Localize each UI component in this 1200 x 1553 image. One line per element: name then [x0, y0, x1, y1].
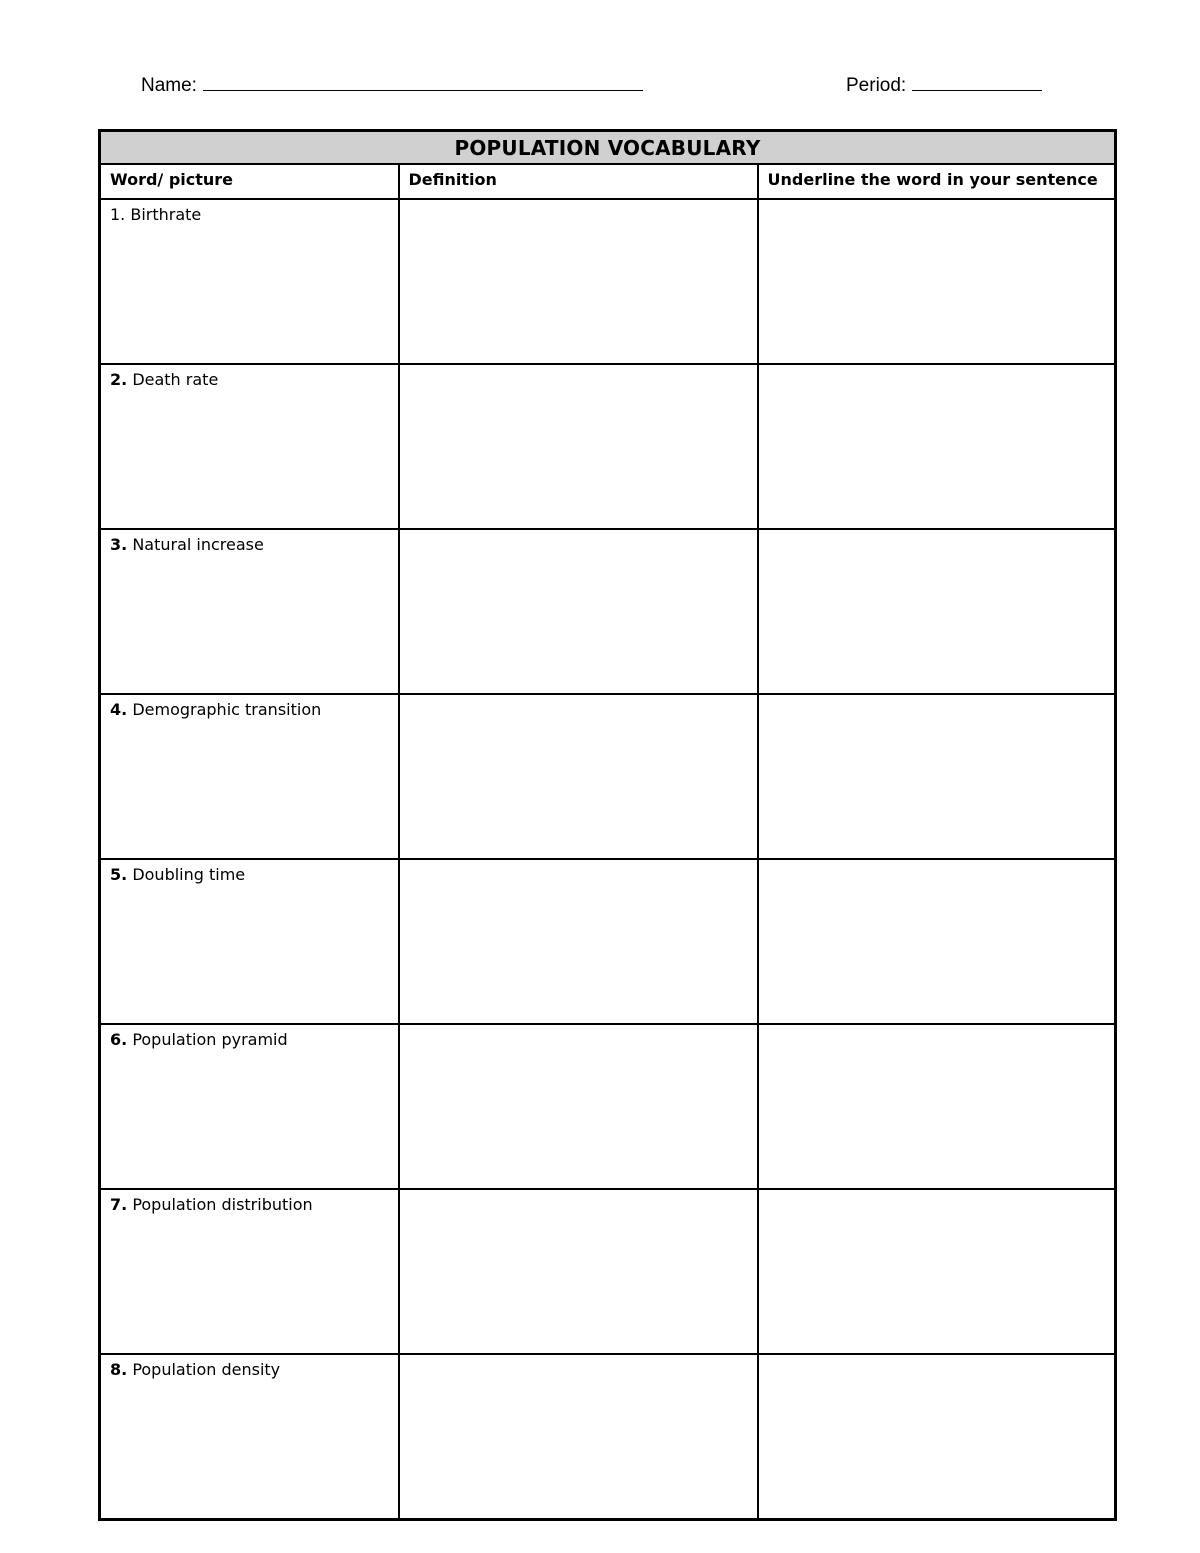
table-row [100, 1024, 1116, 1189]
vocab-word: Death rate [132, 370, 219, 389]
row-number: 3. [110, 535, 128, 554]
sentence-cell[interactable] [758, 199, 1116, 364]
definition-cell[interactable] [399, 859, 758, 1024]
word-cell [100, 199, 399, 364]
sentence-cell[interactable] [758, 1189, 1116, 1354]
table-row [100, 1354, 1116, 1520]
name-field[interactable] [141, 72, 643, 97]
vocab-word: Demographic transition [132, 700, 322, 719]
sentence-cell[interactable] [758, 529, 1116, 694]
word-cell [100, 1354, 399, 1520]
table-row [100, 1189, 1116, 1354]
definition-cell[interactable] [399, 1354, 758, 1520]
column-header-sentence: Underline the word in your sentence [758, 164, 1116, 199]
name-blank-line[interactable] [203, 72, 643, 91]
name-label: Name: [141, 75, 197, 96]
sentence-cell[interactable] [758, 364, 1116, 529]
row-number: 2. [110, 370, 128, 389]
sentence-cell[interactable] [758, 1354, 1116, 1520]
definition-cell[interactable] [399, 364, 758, 529]
vocab-word: Population distribution [132, 1195, 313, 1214]
column-header-definition: Definition [399, 164, 758, 199]
vocab-word: Birthrate [130, 205, 202, 224]
definition-cell[interactable] [399, 1189, 758, 1354]
column-header-word: Word/ picture [100, 164, 399, 199]
word-cell [100, 364, 399, 529]
row-number: 1. [110, 205, 126, 224]
period-blank-line[interactable] [912, 72, 1042, 91]
word-cell [100, 694, 399, 859]
table-row [100, 529, 1116, 694]
row-number: 8. [110, 1360, 128, 1379]
table-row [100, 364, 1116, 529]
definition-cell[interactable] [399, 199, 758, 364]
vocab-word: Population density [132, 1360, 281, 1379]
word-cell [100, 859, 399, 1024]
row-number: 6. [110, 1030, 128, 1049]
vocab-word: Population pyramid [132, 1030, 288, 1049]
period-label: Period: [846, 75, 907, 96]
row-number: 5. [110, 865, 128, 884]
table-row [100, 694, 1116, 859]
sentence-cell[interactable] [758, 694, 1116, 859]
vocab-word: Doubling time [132, 865, 246, 884]
table-title: POPULATION VOCABULARY [100, 131, 1116, 165]
vocab-word: Natural increase [132, 535, 264, 554]
word-cell [100, 1024, 399, 1189]
definition-cell[interactable] [399, 694, 758, 859]
sentence-cell[interactable] [758, 859, 1116, 1024]
definition-cell[interactable] [399, 1024, 758, 1189]
row-number: 4. [110, 700, 128, 719]
table-row [100, 199, 1116, 364]
definition-cell[interactable] [399, 529, 758, 694]
table-row [100, 859, 1116, 1024]
period-field[interactable] [846, 72, 1042, 97]
vocabulary-table [98, 129, 1117, 1521]
row-number: 7. [110, 1195, 128, 1214]
sentence-cell[interactable] [758, 1024, 1116, 1189]
word-cell [100, 529, 399, 694]
word-cell [100, 1189, 399, 1354]
